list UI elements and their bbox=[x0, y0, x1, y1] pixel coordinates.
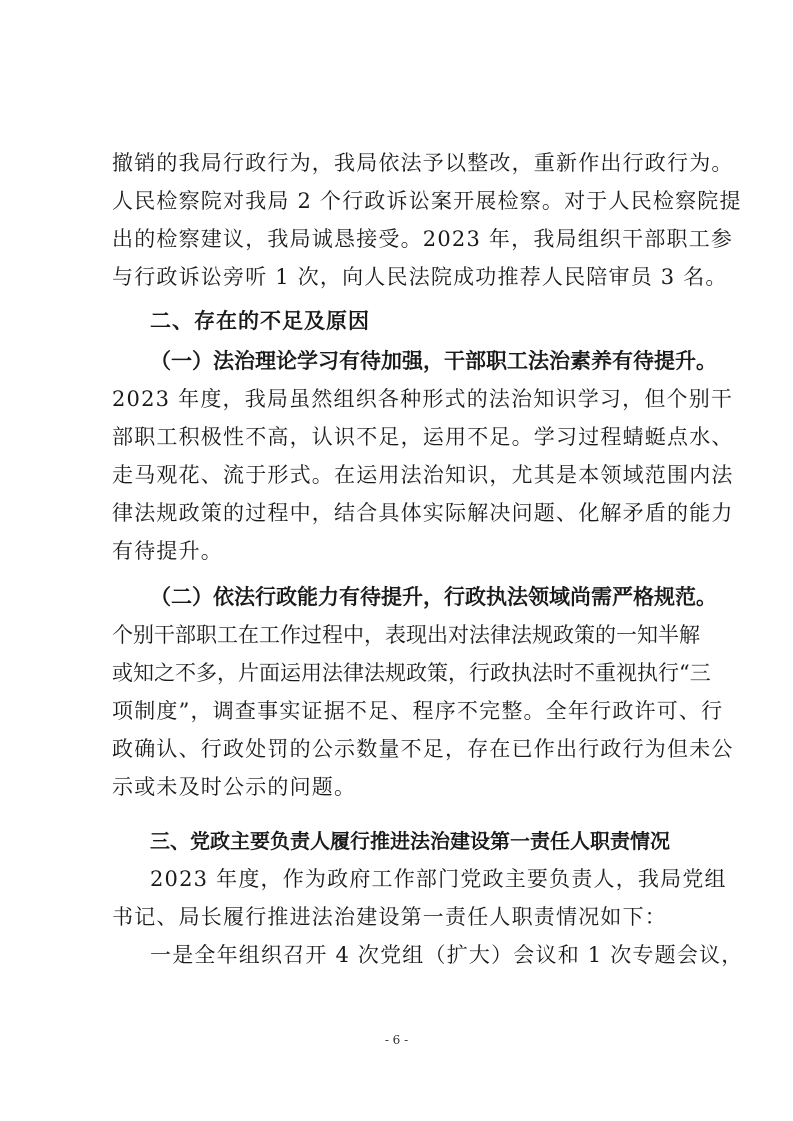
paragraph-line: 个别干部职工在工作过程中，表现出对法律法规政策的一知半解 bbox=[112, 623, 700, 647]
paragraph-line: 人民检察院对我局 2 个行政诉讼案开展检察。对于人民检察院提 bbox=[112, 189, 742, 213]
paragraph-line: 或知之不多，片面运用法律法规政策，行政执法时不重视执行“三 bbox=[112, 661, 711, 685]
paragraph-line: 一是全年组织召开 4 次党组（扩大）会议和 1 次专题会议， bbox=[150, 943, 744, 967]
section-heading: 二、存在的不足及原因 bbox=[150, 309, 370, 333]
paragraph-line: 2023 年度，作为政府工作部门党政主要负责人，我局党组 bbox=[150, 867, 727, 891]
paragraph-line: 2023 年度，我局虽然组织各种形式的法治知识学习，但个别干 bbox=[112, 387, 734, 411]
paragraph-line: 项制度”，调查事实证据不足、程序不完整。全年行政许可、行 bbox=[112, 699, 724, 723]
paragraph-line: 政确认、行政处罚的公示数量不足，存在已作出行政行为但未公 bbox=[112, 737, 734, 761]
paragraph-line: 走马观花、流于形式。在运用法治知识，尤其是本领域范围内法 bbox=[112, 463, 734, 487]
paragraph-line: 律法规政策的过程中，结合具体实际解决问题、化解矛盾的能力 bbox=[112, 501, 734, 525]
subsection-heading: （二）依法行政能力有待提升，行政执法领域尚需严格规范。 bbox=[150, 584, 717, 609]
subsection-heading: （一）法治理论学习有待加强，干部职工法治素养有待提升。 bbox=[150, 348, 717, 373]
paragraph-line: 与行政诉讼旁听 1 次，向人民法院成功推荐人民陪审员 3 名。 bbox=[112, 265, 728, 289]
paragraph-line: 撤销的我局行政行为，我局依法予以整改，重新作出行政行为。 bbox=[112, 151, 734, 175]
section-heading: 三、党政主要负责人履行推进法治建设第一责任人职责情况 bbox=[150, 829, 670, 853]
paragraph-line: 书记、局长履行推进法治建设第一责任人职责情况如下： bbox=[112, 905, 667, 929]
paragraph-line: 有待提升。 bbox=[112, 539, 223, 563]
paragraph-line: 部职工积极性不高，认识不足，运用不足。学习过程蜻蜓点水、 bbox=[112, 425, 734, 449]
page-number: - 6 - bbox=[384, 1033, 409, 1047]
paragraph-line: 出的检察建议，我局诚恳接受。2023 年，我局组织干部职工参 bbox=[112, 227, 734, 251]
paragraph-line: 示或未及时公示的问题。 bbox=[112, 775, 357, 799]
